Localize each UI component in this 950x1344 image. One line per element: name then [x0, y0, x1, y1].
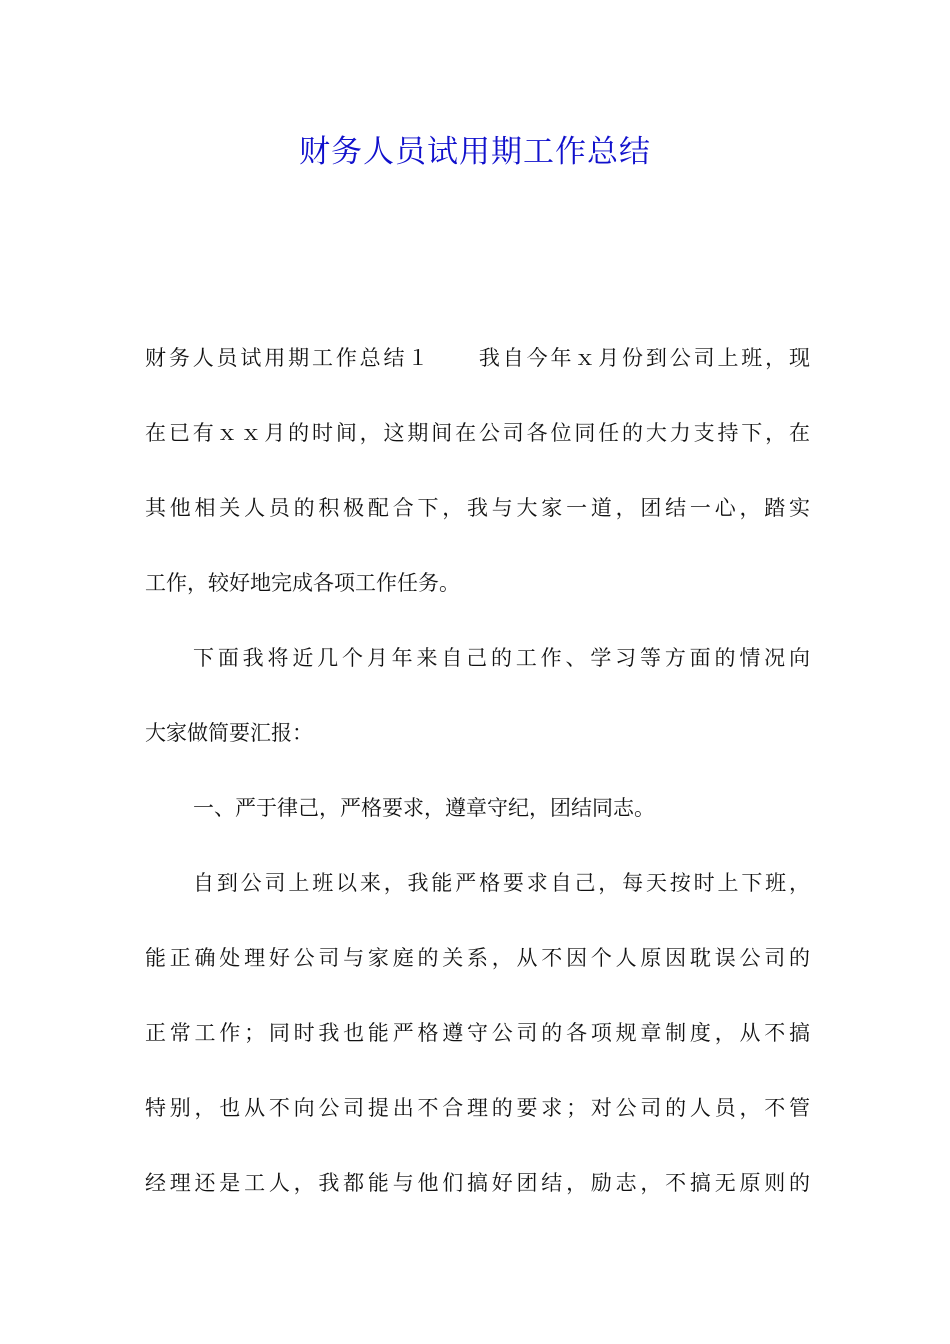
- paragraph-line-12: 经理还是工人，我都能与他们搞好团结，励志，不搞无原则的: [145, 1171, 810, 1195]
- paragraph-line-6: 大家做简要汇报：: [145, 721, 313, 745]
- paragraph-line-1: 财务人员试用期工作总结１ 我自今年ｘ月份到公司上班，现: [145, 346, 810, 370]
- paragraph-line-4: 工作，较好地完成各项工作任务。: [145, 571, 460, 595]
- paragraph-line-9: 能正确处理好公司与家庭的关系，从不因个人原因耽误公司的: [145, 946, 810, 970]
- paragraph-line-2: 在已有ｘｘ月的时间，这期间在公司各位同任的大力支持下，在: [145, 421, 810, 445]
- document-title: 财务人员试用期工作总结: [299, 134, 651, 170]
- paragraph-line-3: 其他相关人员的积极配合下，我与大家一道，团结一心，踏实: [145, 496, 810, 520]
- paragraph-line-8: 自到公司上班以来，我能严格要求自己，每天按时上下班，: [193, 871, 810, 895]
- paragraph-line-10: 正常工作；同时我也能严格遵守公司的各项规章制度，从不搞: [145, 1021, 810, 1045]
- paragraph-line-11: 特别，也从不向公司提出不合理的要求；对公司的人员，不管: [145, 1096, 810, 1120]
- paragraph-line-5: 下面我将近几个月年来自己的工作、学习等方面的情况向: [193, 646, 810, 670]
- section-heading-1: 一、严于律己，严格要求，遵章守纪，团结同志。: [193, 796, 655, 820]
